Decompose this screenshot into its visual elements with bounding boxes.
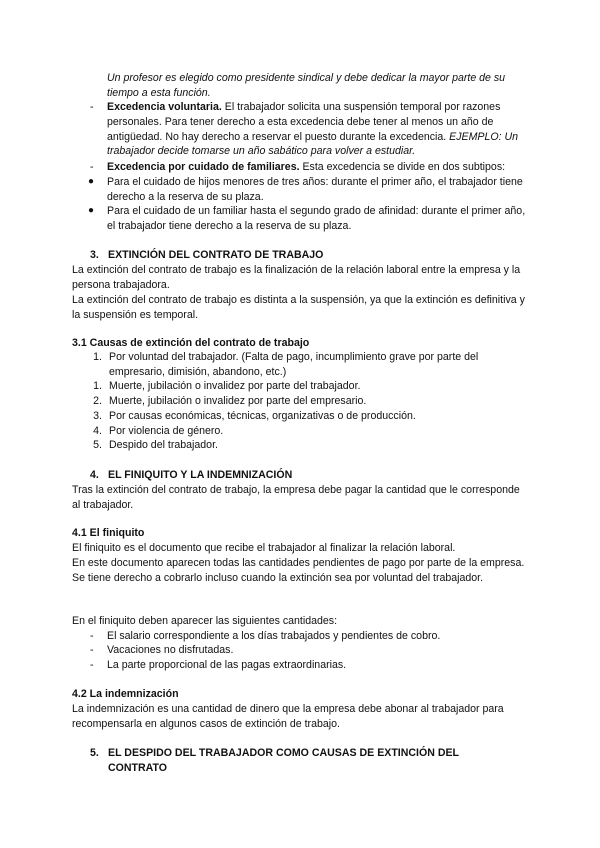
list-dash: -	[90, 644, 94, 656]
list-dash: -	[90, 161, 94, 173]
cause-text: Muerte, jubilación o invalidez por parte del trabajador.	[109, 380, 361, 392]
list-dash: -	[90, 630, 94, 642]
list-dash: -	[90, 101, 94, 113]
finiquito-item-text: Vacaciones no disfrutadas.	[107, 644, 234, 656]
cause-text: Por causas económicas, técnicas, organizativas o de producción.	[109, 410, 416, 422]
section-4-2-heading: 4.2 La indemnización	[72, 688, 179, 700]
term-label: Excedencia voluntaria.	[107, 101, 222, 113]
section-4-paragraph: Tras la extinción del contrato de trabajo, la empresa debe pagar la cantidad que le corresponde al trabajador.	[72, 484, 520, 511]
section-4-1-paragraph-1: El finiquito es el documento que recibe el trabajador al finalizar la relación laboral.	[72, 542, 456, 554]
item-number: 5.	[93, 439, 102, 451]
intro-example-text: Un profesor es elegido como presidente sindical y debe dedicar la mayor parte de su tiempo a esta función.	[107, 72, 506, 99]
list-item-text	[107, 160, 530, 175]
list-item-text	[107, 100, 530, 159]
cause-text: Despido del trabajador.	[109, 439, 218, 451]
cause-text: Por violencia de género.	[109, 425, 224, 437]
section-title-line-1: EL DESPIDO DEL TRABAJADOR COMO CAUSAS DE EXTINCIÓN DEL	[108, 747, 460, 759]
cause-text: Muerte, jubilación o invalidez por parte del empresario.	[109, 395, 367, 407]
item-number: 2.	[93, 395, 102, 407]
section-title: EL FINIQUITO Y LA INDEMNIZACIÓN	[108, 469, 293, 481]
finiquito-item-text: La parte proporcional de las pagas extraordinarias.	[107, 659, 347, 671]
section-4-1-paragraph-3: En el finiquito deben aparecer las siguientes cantidades:	[72, 615, 338, 627]
bullet-dot: ●	[88, 176, 95, 187]
cause-text: Por voluntad del trabajador. (Falta de pago, incumplimiento grave por parte del empresario, dimisión, abandono, etc.)	[109, 351, 479, 378]
section-4-2-paragraph: La indemnización es una cantidad de dinero que la empresa debe abonar al trabajador para recompensarla en algunos casos de extinción de trabajo.	[72, 703, 504, 730]
section-3-paragraph-1: La extinción del contrato de trabajo es la finalización de la relación laboral entre la empresa y la persona trabajadora.	[72, 264, 521, 291]
section-number: 4.	[90, 469, 99, 481]
term-description: El trabajador solicita una suspensión temporal por razones personales. Para tener derecho a esta excedencia debe tener al menos un año de antigüedad. No hay derecho a reservar el puesto durante la excedencia.	[107, 101, 501, 143]
section-4-1-paragraph-2: En este documento aparecen todas las cantidades pendientes de pago por parte de la empresa. Se tiene derecho a cobrarlo incluso cuando la extinción sea por voluntad del trabajador.	[72, 557, 525, 584]
subtype-text: Para el cuidado de hijos menores de tres años: durante el primer año, el trabajador tiene derecho a la reserva de su plaza.	[107, 176, 523, 203]
section-title-line-2: CONTRATO	[108, 762, 168, 774]
item-number: 3.	[93, 410, 102, 422]
item-number: 1.	[93, 351, 102, 363]
term-example: EJEMPLO: Un trabajador decide tomarse un año sabático para volver a estudiar.	[107, 130, 519, 158]
section-title: EXTINCIÓN DEL CONTRATO DE TRABAJO	[108, 249, 324, 261]
subtype-text: Para el cuidado de un familiar hasta el segundo grado de afinidad: durante el primer año, el trabajador tiene derecho a la reserva de su plaza.	[107, 205, 526, 232]
list-dash: -	[90, 659, 94, 671]
term-description: Esta excedencia se divide en dos subtipos:	[299, 161, 506, 173]
bullet-dot: ●	[88, 205, 95, 216]
section-number: 5.	[90, 747, 99, 759]
section-3-1-heading: 3.1 Causas de extinción del contrato de trabajo	[72, 337, 310, 349]
section-number: 3.	[90, 249, 99, 261]
item-number: 4.	[93, 425, 102, 437]
section-4-1-heading: 4.1 El finiquito	[72, 527, 145, 539]
term-label: Excedencia por cuidado de familiares.	[107, 161, 300, 173]
section-3-paragraph-2: La extinción del contrato de trabajo es distinta a la suspensión, ya que la extinción es definitiva y la suspensión es temporal.	[72, 294, 525, 321]
item-number: 1.	[93, 380, 102, 392]
finiquito-item-text: El salario correspondiente a los días trabajados y pendientes de cobro.	[107, 630, 441, 642]
